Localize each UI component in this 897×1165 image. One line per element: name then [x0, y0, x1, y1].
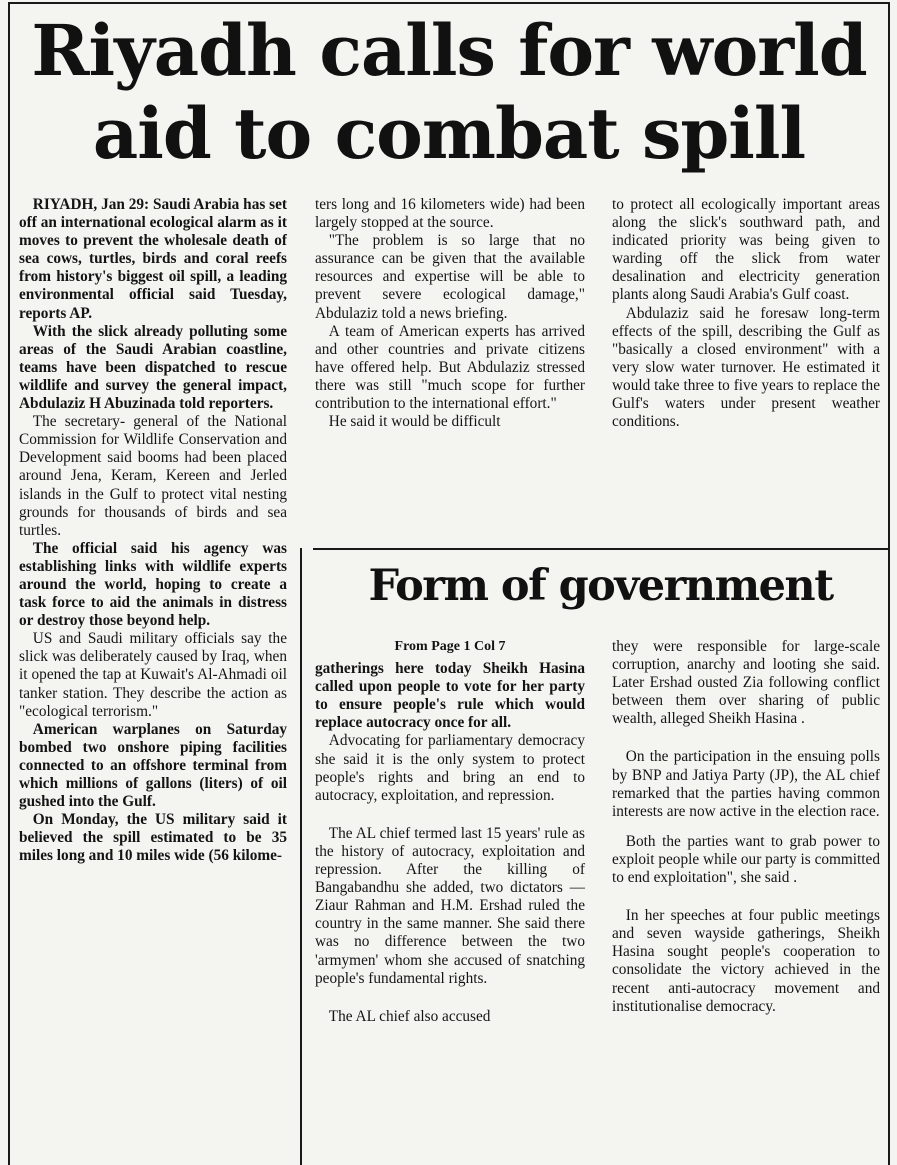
article1-paragraph: Abdulaziz said he foresaw long-term effects of the spill, describing the Gulf as "basically a closed environment" with a very slow water turnover. He estimated it would take three to five years to replace the Gulf's waters under present weather conditions. [612, 304, 880, 431]
article2-paragraph: On the participation in the ensuing polls by BNP and Jatiya Party (JP), the AL chief remarked that the parties having common interests are now active in the election race. [612, 748, 880, 820]
top-rule [8, 2, 889, 4]
headline-line-2: aid to combat spill [92, 92, 806, 175]
article1-paragraph: He said it would be difficult [328, 413, 501, 431]
article2-headline: Form of government [368, 561, 833, 611]
headline-line-1: Riyadh calls for world [31, 9, 867, 92]
article1-column-2 [315, 196, 585, 542]
right-rule [888, 2, 890, 1165]
article1-paragraph: to protect all ecologically important areas along the slick's southward path, and indicated priority was being given to warding off the slick from water desalination and electricity generation plants along Saudi Arabia's Gulf coast. [612, 196, 880, 304]
article2-paragraph: In her speeches at four public meetings and seven wayside gatherings, Sheikh Hasina sought people's cooperation to consolidate the victory achieved in the recent anti-autocracy movement and institutionalise democracy. [612, 907, 880, 1015]
article1-paragraph: "The problem is so large that no assurance can be given that the available resources and expertise will be able to prevent severe ecological damage," Abdulaziz told a news briefing. [315, 232, 585, 322]
article1-paragraph: American warplanes on Saturday bombed two onshore piping facilities connected to an offshore terminal from which millions of gallons (liters) of oil gushed into the Gulf. [19, 720, 287, 811]
column-rule-1 [300, 548, 302, 1165]
article2-paragraph: The AL chief termed last 15 years' rule as the history of autocracy, exploitation and repression. After the killing of Bangabandhu she added, two dictators — Ziaur Rahman and H.M. Ershad ruled the country in the same manner. She said there was no difference between the two 'armymen' whom she accused of snatching people's fundamental rights. [315, 824, 585, 987]
left-rule [8, 2, 10, 1165]
article2-paragraph: gatherings here today Sheikh Hasina called upon people to vote for her party to ensure people's rule which would replace autocracy once for all. [315, 660, 585, 732]
article1-paragraph: US and Saudi military officials say the slick was deliberately caused by Iraq, when it opened the tap at Kuwait's Al-Ahmadi oil tanker station. They describe the action as "ecological terrorism." [19, 630, 287, 720]
dateline: RIYADH, Jan 29: [32, 196, 150, 213]
article1-paragraph: On Monday, the US military said it believed the spill estimated to be 35 miles long and 10 miles wide (56 kilome- [19, 811, 287, 865]
article1-paragraph: With the slick already polluting some areas of the Saudi Arabian coastline, teams have been dispatched to rescue wildlife and survey the general impact, Abdulaziz H Abuzinada told reporters. [19, 322, 287, 413]
article2-paragraph: Advocating for parliamentary democracy she said it is the only system to protect people's rights and bring an end to autocracy, exploitation, and repression. [315, 732, 585, 804]
lead-text: Saudi Arabia has set off an international ecological alarm as it moves to prevent the wholesale death of sea cows, turtles, birds and coral reefs from history's biggest oil spill, a leading environmental official said Tuesday, reports AP. [19, 196, 287, 322]
article2-top-rule [313, 548, 888, 550]
article2-paragraph: The AL chief also accused [328, 1007, 491, 1025]
article1-column-1 [19, 196, 287, 1162]
article1-paragraph [19, 196, 287, 323]
article2-column-2 [612, 638, 880, 1162]
article1-column-3 [612, 196, 880, 542]
article1-paragraph: The secretary- general of the National Commission for Wildlife Conservation and Development said booms had been placed around Jena, Keram, Kereen and Jerled islands in the Gulf to protect vital nesting grounds for thousands of birds and sea turtles. [19, 413, 287, 539]
article2-paragraph: Both the parties want to grab power to exploit people while our party is committed to end exploitation", she said . [612, 832, 880, 887]
article1-paragraph: ters long and 16 kilometers wide) had been largely stopped at the source. [315, 196, 585, 232]
article1-paragraph: A team of American experts has arrived and other countries and private citizens have offered help. But Abdulaziz stressed there was still "much scope for further contribution to the international effort." [315, 322, 585, 413]
jump-line: From Page 1 Col 7 [394, 639, 506, 654]
article2-paragraph: they were responsible for large-scale corruption, anarchy and looting she said. Later Ershad ousted Zia following conflict between them over sharing of public wealth, alleged Sheikh Hasina . [612, 638, 880, 728]
article1-paragraph: The official said his agency was establishing links with wildlife experts around the world, hoping to create a task force to aid the animals in distress or destroy those beyond help. [19, 539, 287, 630]
article2-column-1 [315, 638, 585, 1162]
